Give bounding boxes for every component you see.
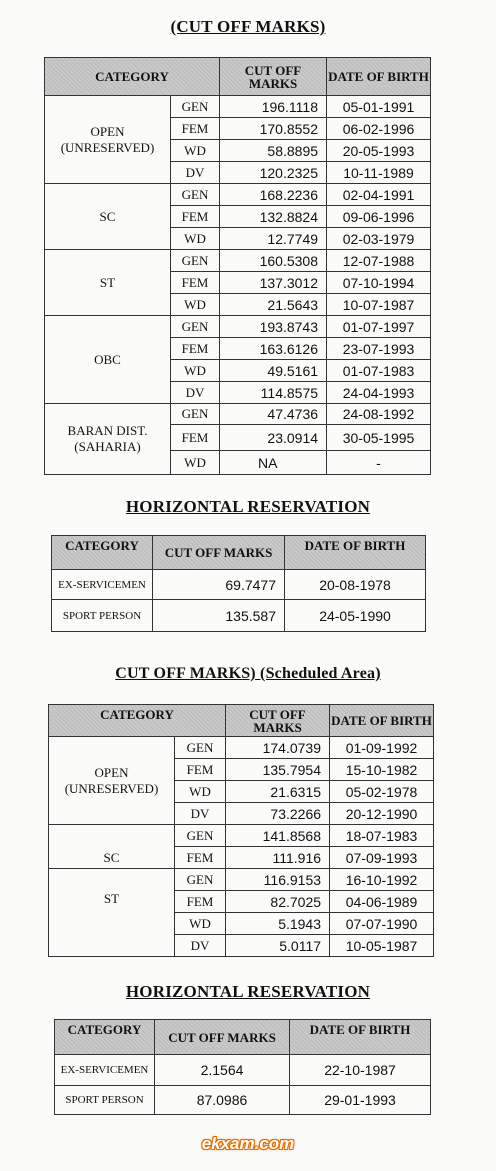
dob-cell: 10-05-1987 bbox=[330, 935, 434, 957]
table-header-row bbox=[49, 705, 434, 737]
dob-cell: 05-01-1991 bbox=[327, 96, 431, 118]
marks-cell: 160.5308 bbox=[220, 250, 327, 272]
dob-cell: 09-06-1996 bbox=[327, 206, 431, 228]
marks-cell: 137.3012 bbox=[220, 272, 327, 294]
header-category: CATEGORY bbox=[52, 536, 153, 570]
marks-cell: 87.0986 bbox=[155, 1086, 290, 1115]
subcategory-cell: GEN bbox=[171, 404, 220, 425]
category-cell: SPORT PERSON bbox=[52, 600, 153, 632]
header-date-of-birth: DATE OF BIRTH bbox=[327, 58, 431, 96]
marks-cell: 73.2266 bbox=[226, 803, 330, 825]
table-row bbox=[52, 570, 426, 600]
marks-cell: 114.8575 bbox=[220, 382, 327, 404]
marks-cell: 170.8552 bbox=[220, 118, 327, 140]
header-date-of-birth: DATE OF BIRTH bbox=[330, 705, 434, 737]
table-row bbox=[49, 869, 434, 891]
subcategory-cell: FEM bbox=[171, 272, 220, 294]
dob-cell: 24-08-1992 bbox=[327, 404, 431, 425]
subcategory-cell: DV bbox=[171, 162, 220, 184]
subcategory-cell: GEN bbox=[175, 737, 226, 759]
category-cell: EX-SERVICEMEN bbox=[55, 1055, 155, 1086]
dob-cell: 07-10-1994 bbox=[327, 272, 431, 294]
subcategory-cell: FEM bbox=[175, 847, 226, 869]
subcategory-cell: WD bbox=[175, 913, 226, 935]
dob-cell: 06-02-1996 bbox=[327, 118, 431, 140]
table-row bbox=[52, 600, 426, 632]
subcategory-cell: GEN bbox=[171, 316, 220, 338]
horizontal-reservation-table bbox=[51, 535, 426, 632]
header-date-of-birth: DATE OF BIRTH bbox=[290, 1020, 431, 1055]
category-open: OPEN (UNRESERVED) bbox=[49, 737, 175, 825]
scheduled-area-title: CUT OFF MARKS) (Scheduled Area) bbox=[115, 665, 381, 682]
dob-cell: 10-07-1987 bbox=[327, 294, 431, 316]
subcategory-cell: WD bbox=[175, 781, 226, 803]
dob-cell: 24-04-1993 bbox=[327, 382, 431, 404]
header-cutoff-marks: CUT OFF MARKS bbox=[226, 705, 330, 737]
marks-cell: 12.7749 bbox=[220, 228, 327, 250]
dob-cell: 01-09-1992 bbox=[330, 737, 434, 759]
subcategory-cell: WD bbox=[171, 228, 220, 250]
subcategory-cell: DV bbox=[175, 935, 226, 957]
dob-cell: 12-07-1988 bbox=[327, 250, 431, 272]
marks-cell: 47.4736 bbox=[220, 404, 327, 425]
table-row bbox=[45, 184, 431, 206]
horizontal-reservation-title: HORIZONTAL RESERVATION bbox=[125, 982, 371, 1001]
marks-cell: 5.0117 bbox=[226, 935, 330, 957]
marks-cell: 135.587 bbox=[153, 600, 285, 632]
dob-cell: 16-10-1992 bbox=[330, 869, 434, 891]
table-row bbox=[49, 737, 434, 759]
subcategory-cell: FEM bbox=[175, 759, 226, 781]
subcategory-cell: GEN bbox=[175, 869, 226, 891]
dob-cell: 05-02-1978 bbox=[330, 781, 434, 803]
marks-cell: 58.8895 bbox=[220, 140, 327, 162]
header-date-of-birth: DATE OF BIRTH bbox=[285, 536, 426, 570]
table-header-row bbox=[55, 1020, 431, 1055]
marks-cell: 69.7477 bbox=[153, 570, 285, 600]
table-row bbox=[45, 404, 431, 425]
marks-cell: 111.916 bbox=[226, 847, 330, 869]
subcategory-cell: FEM bbox=[171, 118, 220, 140]
subcategory-cell: WD bbox=[171, 140, 220, 162]
marks-cell: 23.0914 bbox=[220, 425, 327, 451]
site-watermark: ekxam.com bbox=[201, 1134, 295, 1153]
header-category: CATEGORY bbox=[55, 1020, 155, 1055]
table-row bbox=[45, 96, 431, 118]
header-category: CATEGORY bbox=[49, 705, 226, 737]
dob-cell: 23-07-1993 bbox=[327, 338, 431, 360]
marks-cell: NA bbox=[220, 451, 327, 475]
cutoff-marks-table bbox=[44, 57, 431, 475]
dob-cell: 24-05-1990 bbox=[285, 600, 426, 632]
category-baran-dist: BARAN DIST. (SAHARIA) bbox=[45, 404, 171, 475]
marks-cell: 141.8568 bbox=[226, 825, 330, 847]
dob-cell: 29-01-1993 bbox=[290, 1086, 431, 1115]
marks-cell: 132.8824 bbox=[220, 206, 327, 228]
subcategory-cell: FEM bbox=[175, 891, 226, 913]
dob-cell: 07-07-1990 bbox=[330, 913, 434, 935]
marks-cell: 163.6126 bbox=[220, 338, 327, 360]
marks-cell: 49.5161 bbox=[220, 360, 327, 382]
dob-cell: 02-04-1991 bbox=[327, 184, 431, 206]
dob-cell: 30-05-1995 bbox=[327, 425, 431, 451]
subcategory-cell: DV bbox=[175, 803, 226, 825]
table-row bbox=[55, 1086, 431, 1115]
category-obc: OBC bbox=[45, 316, 171, 404]
subcategory-cell: GEN bbox=[171, 96, 220, 118]
dob-cell: 20-05-1993 bbox=[327, 140, 431, 162]
table-row bbox=[55, 1055, 431, 1086]
horizontal-reservation-title: HORIZONTAL RESERVATION bbox=[125, 497, 371, 516]
category-sc: SC bbox=[49, 825, 175, 869]
table-header-row bbox=[52, 536, 426, 570]
table-row bbox=[45, 250, 431, 272]
dob-cell: 07-09-1993 bbox=[330, 847, 434, 869]
marks-cell: 174.0739 bbox=[226, 737, 330, 759]
subcategory-cell: GEN bbox=[171, 184, 220, 206]
dob-cell: - bbox=[327, 451, 431, 475]
subcategory-cell: DV bbox=[171, 382, 220, 404]
subcategory-cell: GEN bbox=[175, 825, 226, 847]
dob-cell: 01-07-1997 bbox=[327, 316, 431, 338]
subcategory-cell: GEN bbox=[171, 250, 220, 272]
header-cutoff-marks: CUT OFF MARKS bbox=[155, 1020, 290, 1055]
subcategory-cell: FEM bbox=[171, 206, 220, 228]
category-cell: SPORT PERSON bbox=[55, 1086, 155, 1115]
horizontal-reservation-table bbox=[54, 1019, 431, 1115]
marks-cell: 21.6315 bbox=[226, 781, 330, 803]
subcategory-cell: WD bbox=[171, 451, 220, 475]
marks-cell: 168.2236 bbox=[220, 184, 327, 206]
dob-cell: 20-08-1978 bbox=[285, 570, 426, 600]
marks-cell: 120.2325 bbox=[220, 162, 327, 184]
dob-cell: 01-07-1983 bbox=[327, 360, 431, 382]
marks-cell: 193.8743 bbox=[220, 316, 327, 338]
table-row bbox=[45, 316, 431, 338]
dob-cell: 10-11-1989 bbox=[327, 162, 431, 184]
table-row bbox=[49, 825, 434, 847]
header-cutoff-marks: CUT OFF MARKS bbox=[220, 58, 327, 96]
subcategory-cell: WD bbox=[171, 360, 220, 382]
header-category: CATEGORY bbox=[45, 58, 220, 96]
category-st: ST bbox=[45, 250, 171, 316]
cutoff-marks-title: (CUT OFF MARKS) bbox=[170, 17, 326, 36]
marks-cell: 196.1118 bbox=[220, 96, 327, 118]
category-cell: EX-SERVICEMEN bbox=[52, 570, 153, 600]
marks-cell: 116.9153 bbox=[226, 869, 330, 891]
dob-cell: 15-10-1982 bbox=[330, 759, 434, 781]
category-st: ST bbox=[49, 869, 175, 957]
dob-cell: 04-06-1989 bbox=[330, 891, 434, 913]
marks-cell: 5.1943 bbox=[226, 913, 330, 935]
dob-cell: 02-03-1979 bbox=[327, 228, 431, 250]
marks-cell: 2.1564 bbox=[155, 1055, 290, 1086]
dob-cell: 18-07-1983 bbox=[330, 825, 434, 847]
table-header-row bbox=[45, 58, 431, 96]
scheduled-area-table bbox=[48, 704, 434, 957]
subcategory-cell: FEM bbox=[171, 338, 220, 360]
dob-cell: 20-12-1990 bbox=[330, 803, 434, 825]
header-cutoff-marks: CUT OFF MARKS bbox=[153, 536, 285, 570]
marks-cell: 21.5643 bbox=[220, 294, 327, 316]
dob-cell: 22-10-1987 bbox=[290, 1055, 431, 1086]
category-sc: SC bbox=[45, 184, 171, 250]
marks-cell: 135.7954 bbox=[226, 759, 330, 781]
category-open: OPEN (UNRESERVED) bbox=[45, 96, 171, 184]
subcategory-cell: WD bbox=[171, 294, 220, 316]
marks-cell: 82.7025 bbox=[226, 891, 330, 913]
subcategory-cell: FEM bbox=[171, 425, 220, 451]
